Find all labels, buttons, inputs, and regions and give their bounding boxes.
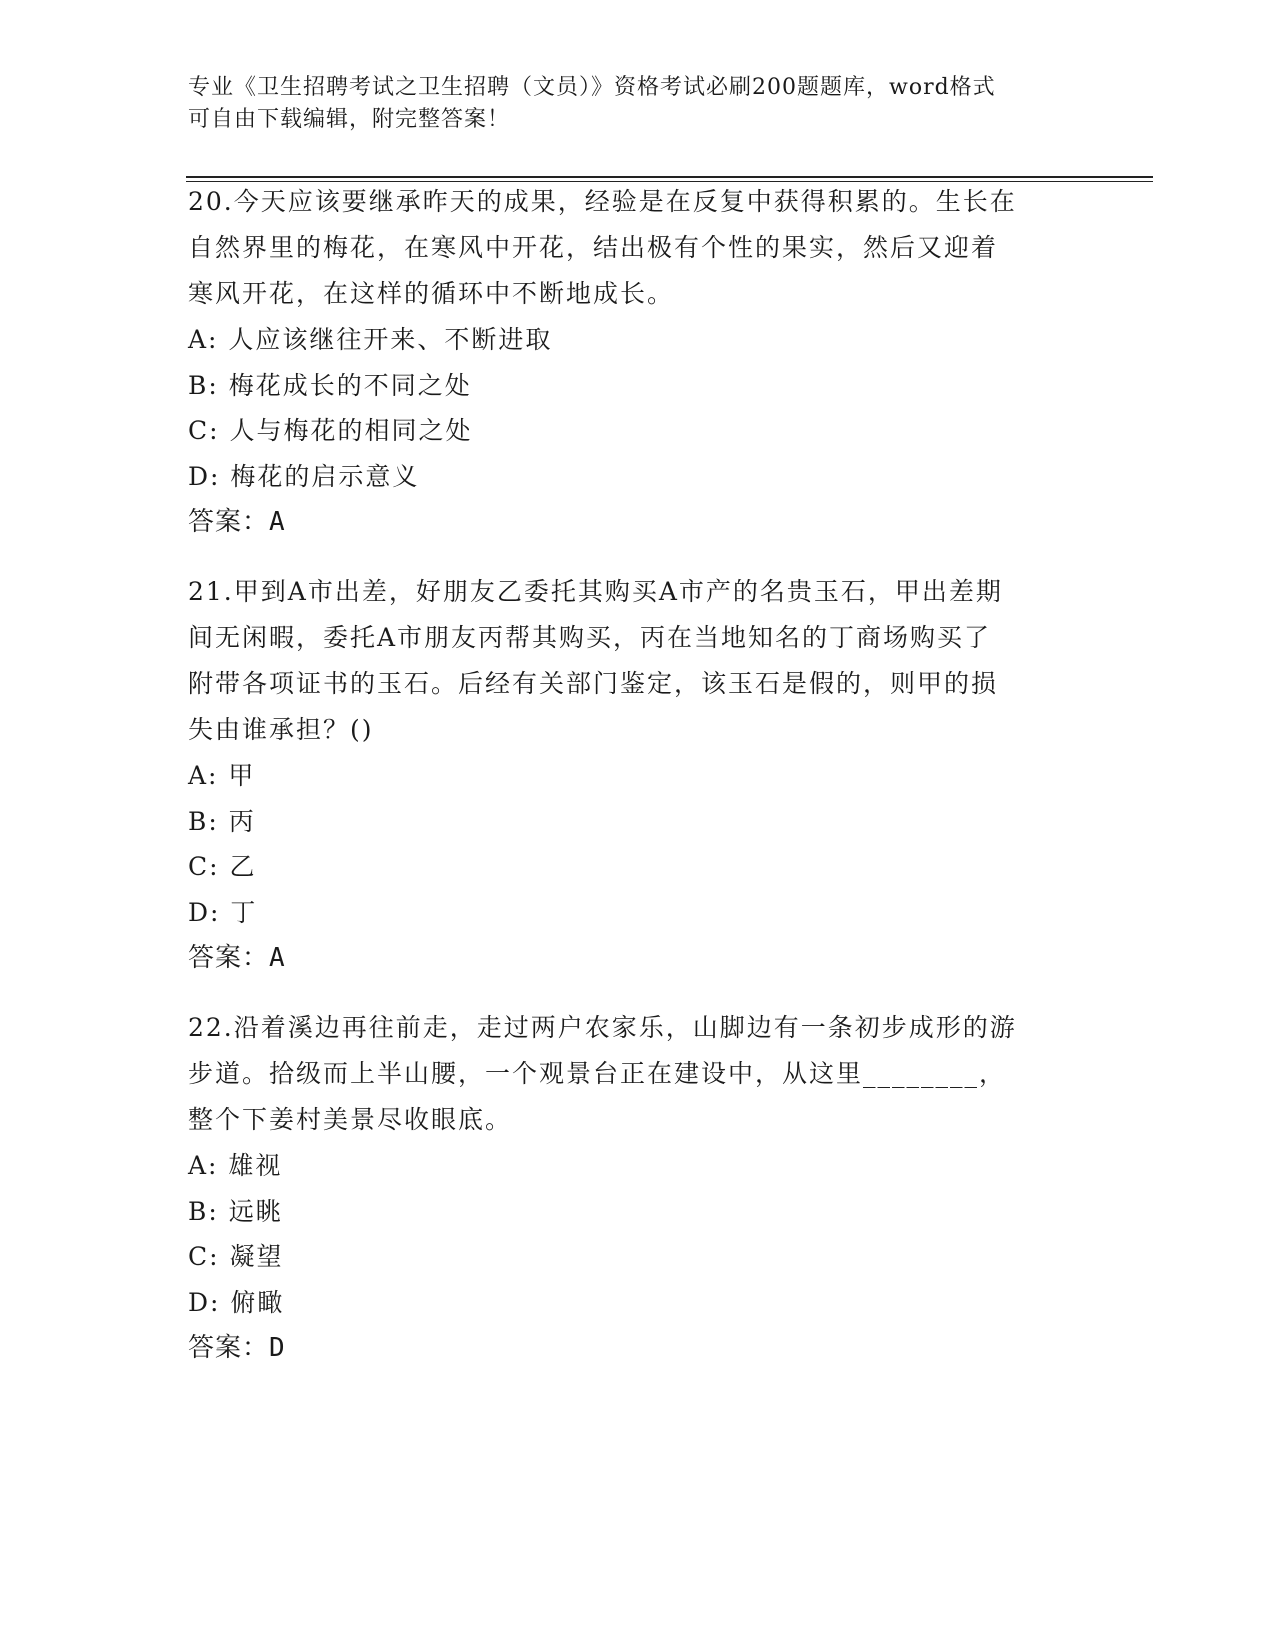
answer-line — [188, 935, 1088, 981]
question-21 — [188, 569, 1088, 981]
answer-label: 答案： — [188, 507, 270, 537]
stem-line: 附带各项证书的玉石。后经有关部门鉴定，该玉石是假的，则甲的损 — [188, 669, 999, 698]
option-d: D: 梅花的启示意义 — [188, 461, 420, 491]
stem-line: 寒风开花，在这样的循环中不断地成长。 — [188, 279, 675, 308]
stem-line: 20.今天应该要继承昨天的成果，经验是在反复中获得积累的。生长在 — [188, 187, 1017, 216]
header-divider-thick — [186, 176, 1153, 178]
option-b: B: 远眺 — [188, 1196, 283, 1226]
answer-value: A — [269, 507, 286, 537]
question-stem — [188, 569, 1088, 753]
option-c: C: 凝望 — [188, 1242, 284, 1271]
option-b: B: 丙 — [188, 806, 256, 836]
option-a: A: 人应该继往开来、不断进取 — [188, 325, 553, 354]
question-stem — [188, 1005, 1088, 1143]
stem-line: 22.沿着溪边再往前走，走过两户农家乐，山脚边有一条初步成形的游 — [188, 1013, 1017, 1042]
option-d: D: 俯瞰 — [188, 1287, 285, 1317]
stem-line: 步道。拾级而上半山腰，一个观景台正在建设中，从这里________， — [188, 1059, 1007, 1088]
option-d: D: 丁 — [188, 897, 258, 927]
stem-line: 21.甲到A市出差，好朋友乙委托其购买A市产的名贵玉石，甲出差期 — [188, 577, 1003, 606]
option-c: C: 乙 — [188, 852, 257, 881]
stem-line: 整个下姜村美景尽收眼底。 — [188, 1105, 513, 1134]
option-a: A: 甲 — [188, 761, 256, 790]
question-22 — [188, 1005, 1088, 1371]
stem-line: 间无闲暇，委托A市朋友丙帮其购买，丙在当地知名的丁商场购买了 — [188, 623, 992, 652]
answer-line — [188, 1325, 1088, 1371]
answer-value: D — [269, 1333, 286, 1363]
option-c: C: 人与梅花的相同之处 — [188, 416, 473, 445]
answer-label: 答案： — [188, 1333, 270, 1363]
question-stem — [188, 179, 1088, 317]
question-20 — [188, 179, 1088, 545]
stem-line: 自然界里的梅花，在寒风中开花，结出极有个性的果实，然后又迎着 — [188, 233, 999, 262]
answer-label: 答案： — [188, 943, 270, 973]
option-b: B: 梅花成长的不同之处 — [188, 370, 472, 400]
header-line-1: 专业《卫生招聘考试之卫生招聘（文员）》资格考试必刷200题题库，word格式 — [188, 75, 996, 100]
document-header — [188, 72, 1088, 136]
option-a: A: 雄视 — [188, 1151, 283, 1180]
answer-value: A — [269, 943, 286, 973]
answer-line — [188, 499, 1088, 545]
stem-line: 失由谁承担？() — [188, 715, 374, 744]
header-line-2: 可自由下载编辑，附完整答案！ — [188, 107, 511, 132]
